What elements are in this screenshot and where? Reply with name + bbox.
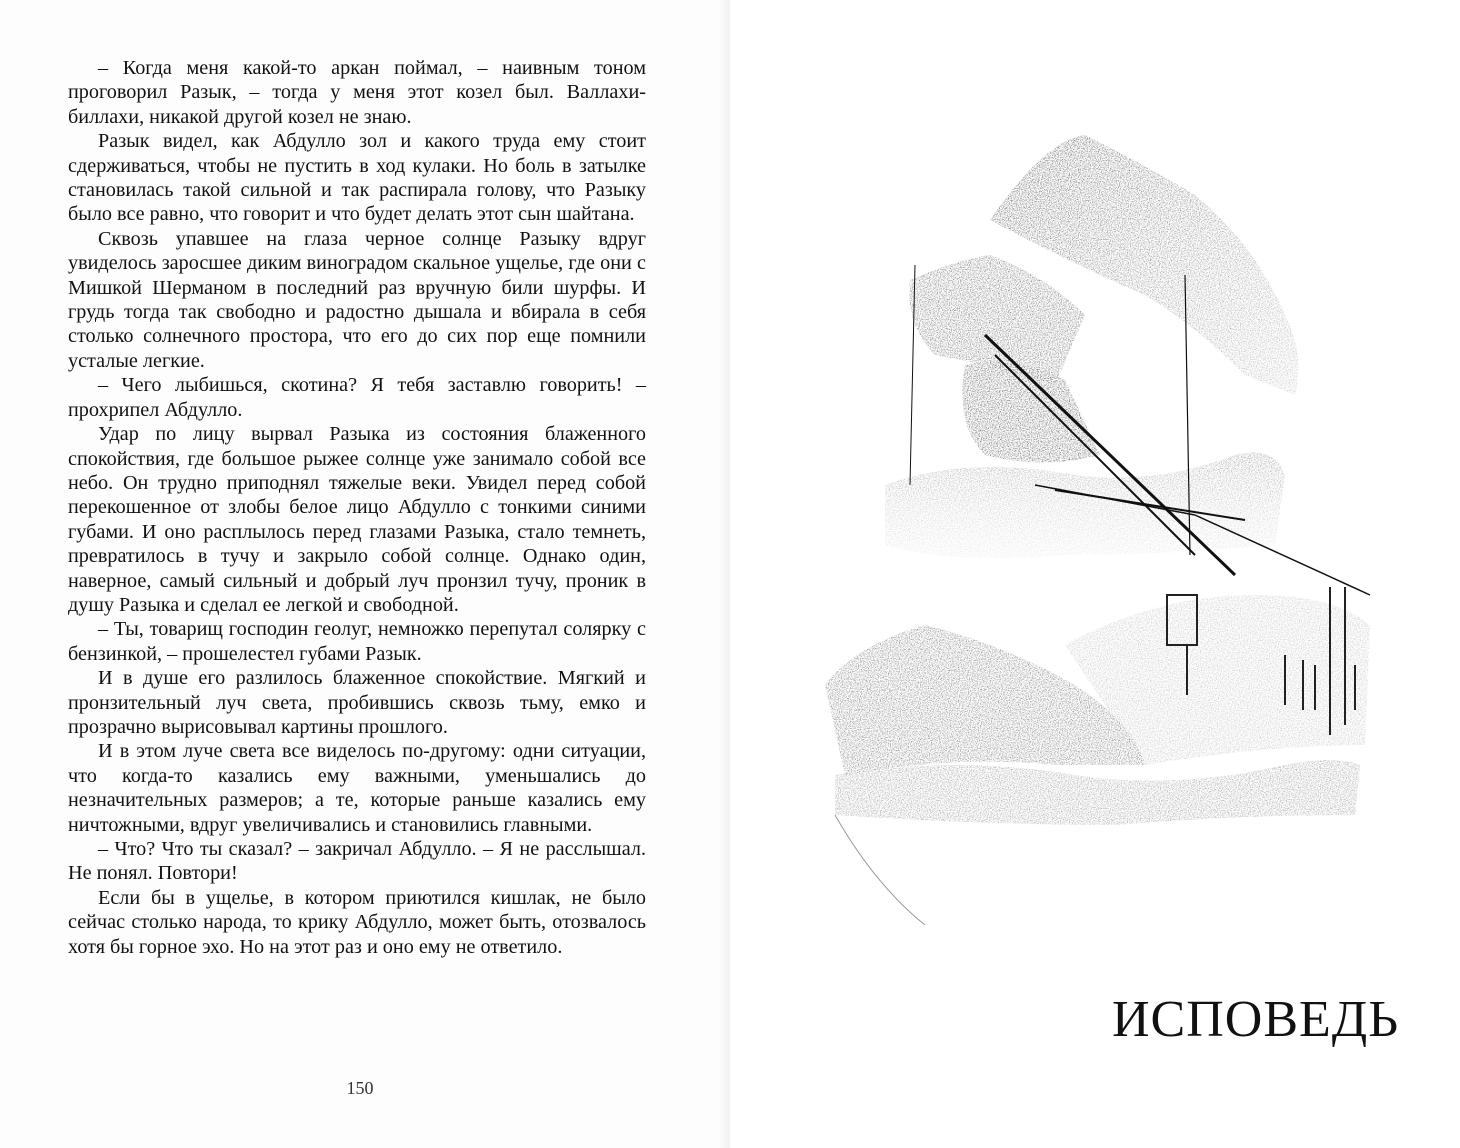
chapter-title: ИСПОВЕДЬ: [1112, 991, 1400, 1048]
paragraph-10: Если бы в ущелье, в котором приютился кишлак, не было сейчас столько народа, то крику Абдулло, может быть, отозвалось хотя бы горное эхо. Но на этот раз и оно ему не ответило.: [68, 886, 646, 958]
paragraph-9: – Что? Что ты сказал? – закричал Абдулло. – Я не расслышал. Не понял. Повтори!: [68, 838, 646, 885]
paragraph-5: Удар по лицу вырвал Разыка из состояния блаженного спокойствия, где большое рыжее солнце уже занимало собой все небо. Он трудно приподнял тяжелые веки. Увидел перед собой перекошенное от злобы белое лицо Абдулло с тонкими синими губами. И оно расплылось перед глазами Разыка, стало темнеть, превратилось в тучу и закрыло собой солнце. Однако один, наверное, самый сильный и добрый луч пронзил тучу, проник в душу Разыка и сделал ее легкой и свободной.: [68, 423, 646, 616]
paragraph-6: – Ты, товарищ господин геолуг, немножко перепутал солярку с бензинкой, – прошелестел губами Разык.: [68, 618, 646, 665]
page-number: 150: [346, 1078, 374, 1098]
body-text: [68, 56, 646, 959]
paragraph-2: Разык видел, как Абдулло зол и какого труда ему стоит сдерживаться, чтобы не пустить в ход кулаки. Но боль в затылке становилась такой сильной и так распирала голову, что Разыку было все равно, что говорит и что будет делать этот сын шайтана.: [68, 130, 646, 226]
paragraph-8: И в этом луче света все виделось по-другому: одни ситуации, что когда-то казались ему важными, уменьшались до незначительных размеров; а те, которые раньше казались ему ничтожными, вдруг увеличивались и становились главными.: [68, 740, 646, 836]
paragraph-3: Сквозь упавшее на глаза черное солнце Разыку вдруг увиделось заросшее диким виноградом скальное ущелье, где они с Мишкой Шерманом в последний раз вручную били шурфы. И грудь тогда так свободно и радостно дышала и вбирала в себя столько солнечного простора, что его до сих пор еще помнили усталые легкие.: [68, 227, 646, 372]
paragraph-1: – Когда меня какой-то аркан поймал, – наивным тоном проговорил Разык, – тогда у меня этот козел был. Валлахи-биллахи, никакой другой козел не знаю.: [68, 57, 646, 128]
paragraph-4: – Чего лыбишься, скотина? Я тебя заставлю говорить! – прохрипел Абдулло.: [68, 374, 646, 421]
paragraph-7: И в душе его разлилось блаженное спокойствие. Мягкий и пронзительный луч света, пробившись сквозь тьму, емко и прозрачно вырисовывал картины прошлого.: [68, 667, 646, 738]
pencil-sketch-mountain-icon: [815, 125, 1375, 955]
